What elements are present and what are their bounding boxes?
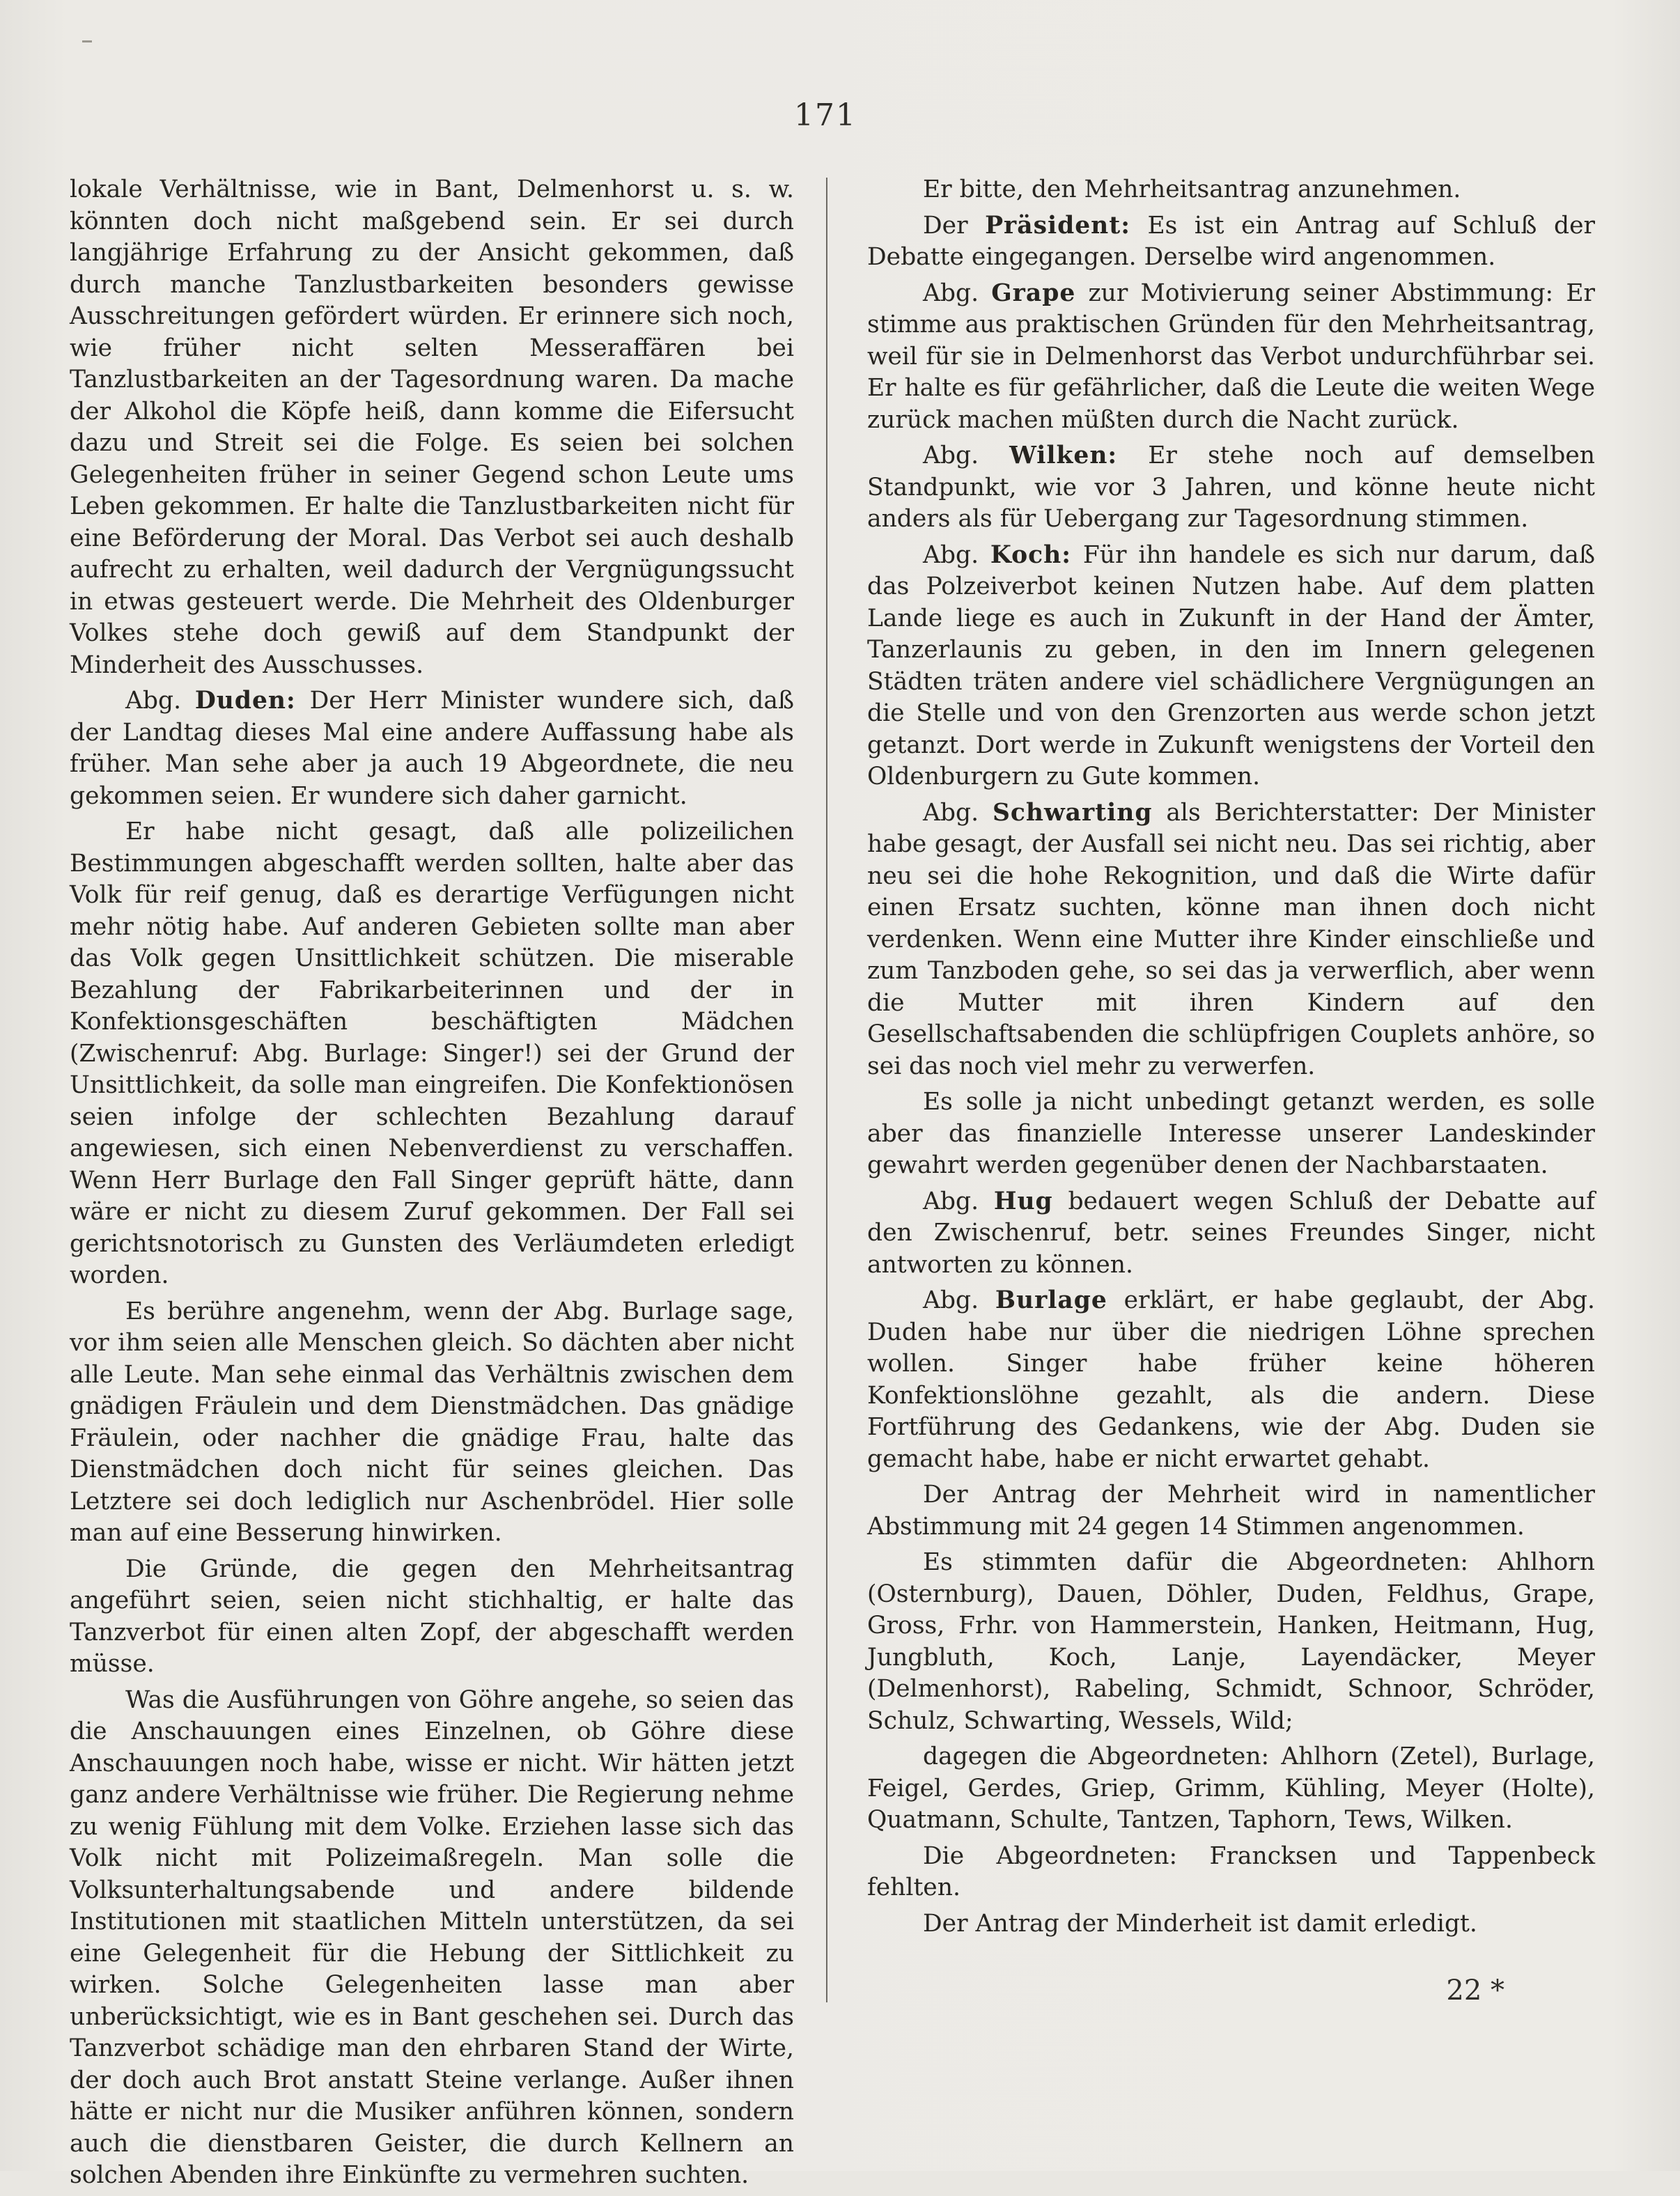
column-divider bbox=[826, 178, 827, 2002]
paragraph: Abg. Koch: Für ihn handele es sich nur darum, daß das Polzeiverbot keinen Nutzen habe. Auf dem platten Lande liege es auch in Zukunft in der Hand der Ämter, Tanzerlaunis zu geben, in den im Innern gelegenen Städten träten andere viel schädlichere Vergnügungen an die Stelle und von den Grenzorten aus werde schon jetzt getanzt. Dort werde in Zukunft wenigstens der Vorteil den Oldenburgern zu Gute kommen. bbox=[867, 540, 1595, 791]
paragraph: Abg. Hug bedauert wegen Schluß der Debatte auf den Zwischenruf, betr. seines Freundes Singer, nicht antworten zu können. bbox=[867, 1187, 1596, 1279]
right-column bbox=[867, 174, 1595, 1944]
paragraph: Abg. Grape zur Motivierung seiner Abstimmung: Er stimme aus praktischen Gründen für den Mehrheitsantrag, weil für sie in Delmenhorst das Verbot undurchführbar sei. Er halte es für gefährlicher, daß die Leute die weiten Wege zurück machen müßten durch die Nacht zurück. bbox=[867, 279, 1596, 434]
speaker-name: Grape bbox=[991, 279, 1076, 307]
paragraph: Der Präsident: Es ist ein Antrag auf Schluß der Debatte eingegangen. Derselbe wird angenommen. bbox=[867, 211, 1595, 271]
paragraph: Abg. Wilken: Er stehe noch auf demselben Standpunkt, wie vor 3 Jahren, und könne heute nicht anders als für Uebergang zur Tagesordnung stimmen. bbox=[867, 442, 1596, 533]
paragraph: lokale Verhältnisse, wie in Bant, Delmenhorst u. s. w. könnten doch nicht maßgebend sein. Er sei durch langjährige Erfahrung zu der Ansicht gekommen, daß durch manche Tanzlustbarkeiten besonders gewisse Ausschreitungen gefördert würden. Er erinnere sich noch, wie früher nicht selten Messeraffären bei Tanzlustbarkeiten an der Tagesordnung waren. Da mache der Alkohol die Köpfe heiß, dann komme die Eifersucht dazu und Streit sei die Folge. Es seien bei solchen Gelegenheiten früher in seiner Gegend schon Leute ums Leben gekommen. Er halte die Tanzlustbarkeiten nicht für eine Beförderung der Moral. Das Verbot sei auch deshalb aufrecht zu erhalten, weil dadurch der Vergnügungssucht in etwas gesteuert werde. Die Mehrheit des Oldenburger Volkes stehe doch gewiß auf dem Standpunkt der Minderheit des Ausschusses. bbox=[70, 176, 794, 679]
paragraph: Es solle ja nicht unbedingt getanzt werden, es solle aber das finanzielle Interesse unserer Landeskinder gewahrt werden gegenüber denen der Nachbarstaaten. bbox=[867, 1088, 1595, 1179]
speaker-name: Hug bbox=[993, 1187, 1053, 1215]
scan-mark bbox=[82, 40, 92, 42]
paragraph: Die Gründe, die gegen den Mehrheitsantrag angeführt seien, seien nicht stichhaltig, er halte das Tanzverbot für einen alten Zopf, der abgeschafft werden müsse. bbox=[70, 1555, 794, 1678]
paragraph: dagegen die Abgeordneten: Ahlhorn (Zetel), Burlage, Feigel, Gerdes, Griep, Grimm, Kühling, Meyer (Holte), Quatmann, Schulte, Tantzen, Taphorn, Tews, Wilken. bbox=[867, 1743, 1595, 1834]
speaker-name: Koch: bbox=[990, 540, 1071, 569]
paragraph: Was die Ausführungen von Göhre angehe, so seien das die Anschauungen eines Einzelnen, ob Göhre diese Anschauungen noch habe, wisse er nicht. Wir hätten jetzt ganz andere Verhältnisse wie früher. Die Regierung nehme zu wenig Fühlung mit dem Volke. Erziehen lasse sich das Volk nicht mit Polizeimaßregeln. Man solle die Volksunterhaltungsabende und andere bildende Institutionen mit staatlichen Mitteln unterstützen, da sei eine Gelegenheit für die Hebung der Sittlichkeit zu wirken. Solche Gelegenheiten lasse man aber unberücksichtigt, wie es in Bant geschehen sei. Durch das Tanzverbot schädige man den ehrbaren Stand der Wirte, der doch auch Brot anstatt Steine verlange. Außer ihnen hätte er nicht nur die Musiker anführen können, sondern auch die dienstbaren Geister, die durch Kellnern an solchen Abenden ihre Einkünfte zu vermehren suchten. bbox=[70, 1685, 794, 2189]
paragraph: Der Antrag der Mehrheit wird in namentlicher Abstimmung mit 24 gegen 14 Stimmen angenommen. bbox=[867, 1481, 1595, 1541]
speaker-name: Schwarting bbox=[992, 798, 1153, 827]
speaker-name: Wilken: bbox=[1009, 442, 1118, 469]
speaker-name: Präsident: bbox=[985, 211, 1130, 240]
paragraph: Es stimmten dafür die Abgeordneten: Ahlhorn (Osternburg), Dauen, Döhler, Duden, Feldhus, Grape, Gross, Frhr. von Hammerstein, Hanken, Heitmann, Hug, Jungbluth, Koch, Lanje, Layendäcker, Meyer (Delmenhorst), Rabeling, Schmidt, Schnoor, Schröder, Schulz, Schwarting, Wessels, Wild; bbox=[867, 1548, 1595, 1735]
paragraph: Abg. Burlage erklärt, er habe geglaubt, der Abg. Duden habe nur über die niedrigen Löhne sprechen wollen. Singer habe früher keine höheren Konfektionslöhne gezahlt, als die andern. Diese Fortführung des Gedankens, wie der Abg. Duden sie gemacht habe, habe er nicht erwartet gehabt. bbox=[867, 1286, 1595, 1473]
speaker-name: Duden: bbox=[194, 687, 296, 715]
paragraph: Er bitte, den Mehrheitsantrag anzunehmen. bbox=[923, 176, 1461, 203]
paragraph: Die Abgeordneten: Francksen und Tappenbeck fehlten. bbox=[867, 1841, 1595, 1901]
paragraph: Es berühre angenehm, wenn der Abg. Burlage sage, vor ihm seien alle Menschen gleich. So dächten aber nicht alle Leute. Man sehe einmal das Verhältnis zwischen dem gnädigen Fräulein und dem Dienstmädchen. Das gnädige Fräulein, oder nachher die gnädige Frau, halte das Dienstmädchen doch nicht für seines gleichen. Das Letztere sei doch lediglich nur Aschenbrödel. Hier solle man auf eine Besserung hinwirken. bbox=[70, 1297, 794, 1547]
paragraph: Abg. Duden: Der Herr Minister wundere sich, daß der Landtag dieses Mal eine andere Auffassung habe als früher. Man sehe aber ja auch 19 Abgeordnete, die neu gekommen seien. Er wundere sich daher garnicht. bbox=[70, 687, 794, 810]
sheet-signature-mark: 22 * bbox=[1446, 1975, 1504, 2007]
paragraph: Abg. Schwarting als Berichterstatter: Der Minister habe gesagt, der Ausfall sei nicht neu. Das sei richtig, aber neu sei die hohe Rekognition, und daß die Wirte dafür einen Ersatz suchten, könne man ihnen doch nicht verdenken. Wenn eine Mutter ihre Kinder einschließe und zum Tanzboden gehe, so sei das ja verwerflich, aber wenn die Mutter mit ihren Kindern auf den Gesellschaftsabenden die schlüpfrigen Couplets anhöre, so sei das noch viel mehr zu verwerfen. bbox=[867, 798, 1596, 1080]
page-number: 171 bbox=[794, 98, 857, 133]
speaker-name: Burlage bbox=[995, 1286, 1107, 1314]
left-column bbox=[70, 174, 794, 2196]
paragraph: Der Antrag der Minderheit ist damit erledigt. bbox=[923, 1909, 1477, 1938]
paragraph: Er habe nicht gesagt, daß alle polizeilichen Bestimmungen abgeschafft werden sollten, halte aber das Volk für reif genug, daß es derartige Verfügungen nicht mehr nötig habe. Auf anderen Gebieten sollte man aber das Volk gegen Unsittlichkeit schützen. Die miserable Bezahlung der Fabrikarbeiterinnen und der in Konfektionsgeschäften beschäftigten Mädchen (Zwischenruf: Abg. Burlage: Singer!) sei der Grund der Unsittlichkeit, da solle man eingreifen. Die Konfektionösen seien infolge der schlechten Bezahlung darauf angewiesen, sich einen Nebenverdienst zu verschaffen. Wenn Herr Burlage den Fall Singer geprüft hätte, dann wäre er nicht zu diesem Zuruf gekommen. Der Fall sei gerichtsnotorisch zu Gunsten des Verläumdeten erledigt worden. bbox=[70, 818, 794, 1289]
